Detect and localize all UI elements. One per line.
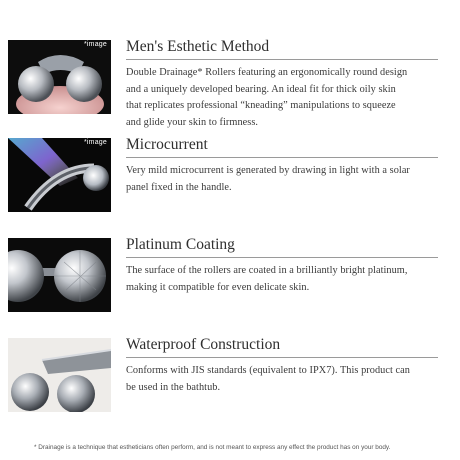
image-badge: *image [84, 139, 107, 146]
feature-description: Conforms with JIS standards (equivalent to IPX7). This product can be used in the bathtub. [126, 365, 410, 393]
feature-title: Microcurrent [126, 136, 438, 158]
feature-text [126, 136, 460, 196]
twin-roller-face-icon [8, 40, 111, 114]
feature-description: Very mild microcurrent is generated by drawing in light with a solar panel fixed in the handle. [126, 165, 410, 193]
roller-light-icon [8, 138, 111, 212]
feature-title: Men's Esthetic Method [126, 38, 438, 60]
footnote: * Drainage is a technique that estheticians often perform, and is not meant to express any effect the product has on your body. [34, 444, 391, 451]
waterproof-roller-icon [8, 338, 111, 412]
feature-text [126, 336, 460, 396]
feature-title: Platinum Coating [126, 236, 438, 258]
feature-microcurrent [8, 136, 460, 216]
feature-platinum-coating [8, 236, 460, 316]
platinum-roller-icon [8, 238, 111, 312]
feature-description: Double Drainage* Rollers featuring an ergonomically round design and a uniquely developed bearing. An ideal fit for thick oily skin that replicates professional “kneading” manipulations to squeeze and glide your skin to firmness. [126, 67, 408, 128]
feature-text [126, 38, 460, 131]
feature-image-waterproof [8, 338, 111, 412]
feature-image-mens-esthetic [8, 40, 111, 114]
feature-description: The surface of the rollers are coated in a brilliantly bright platinum, making it compatible for even delicate skin. [126, 265, 408, 293]
feature-text [126, 236, 460, 296]
image-badge: *image [84, 41, 107, 48]
feature-image-microcurrent [8, 138, 111, 212]
feature-mens-esthetic-method [8, 38, 460, 128]
feature-waterproof-construction [8, 336, 460, 416]
feature-image-platinum [8, 238, 111, 312]
feature-title: Waterproof Construction [126, 336, 438, 358]
